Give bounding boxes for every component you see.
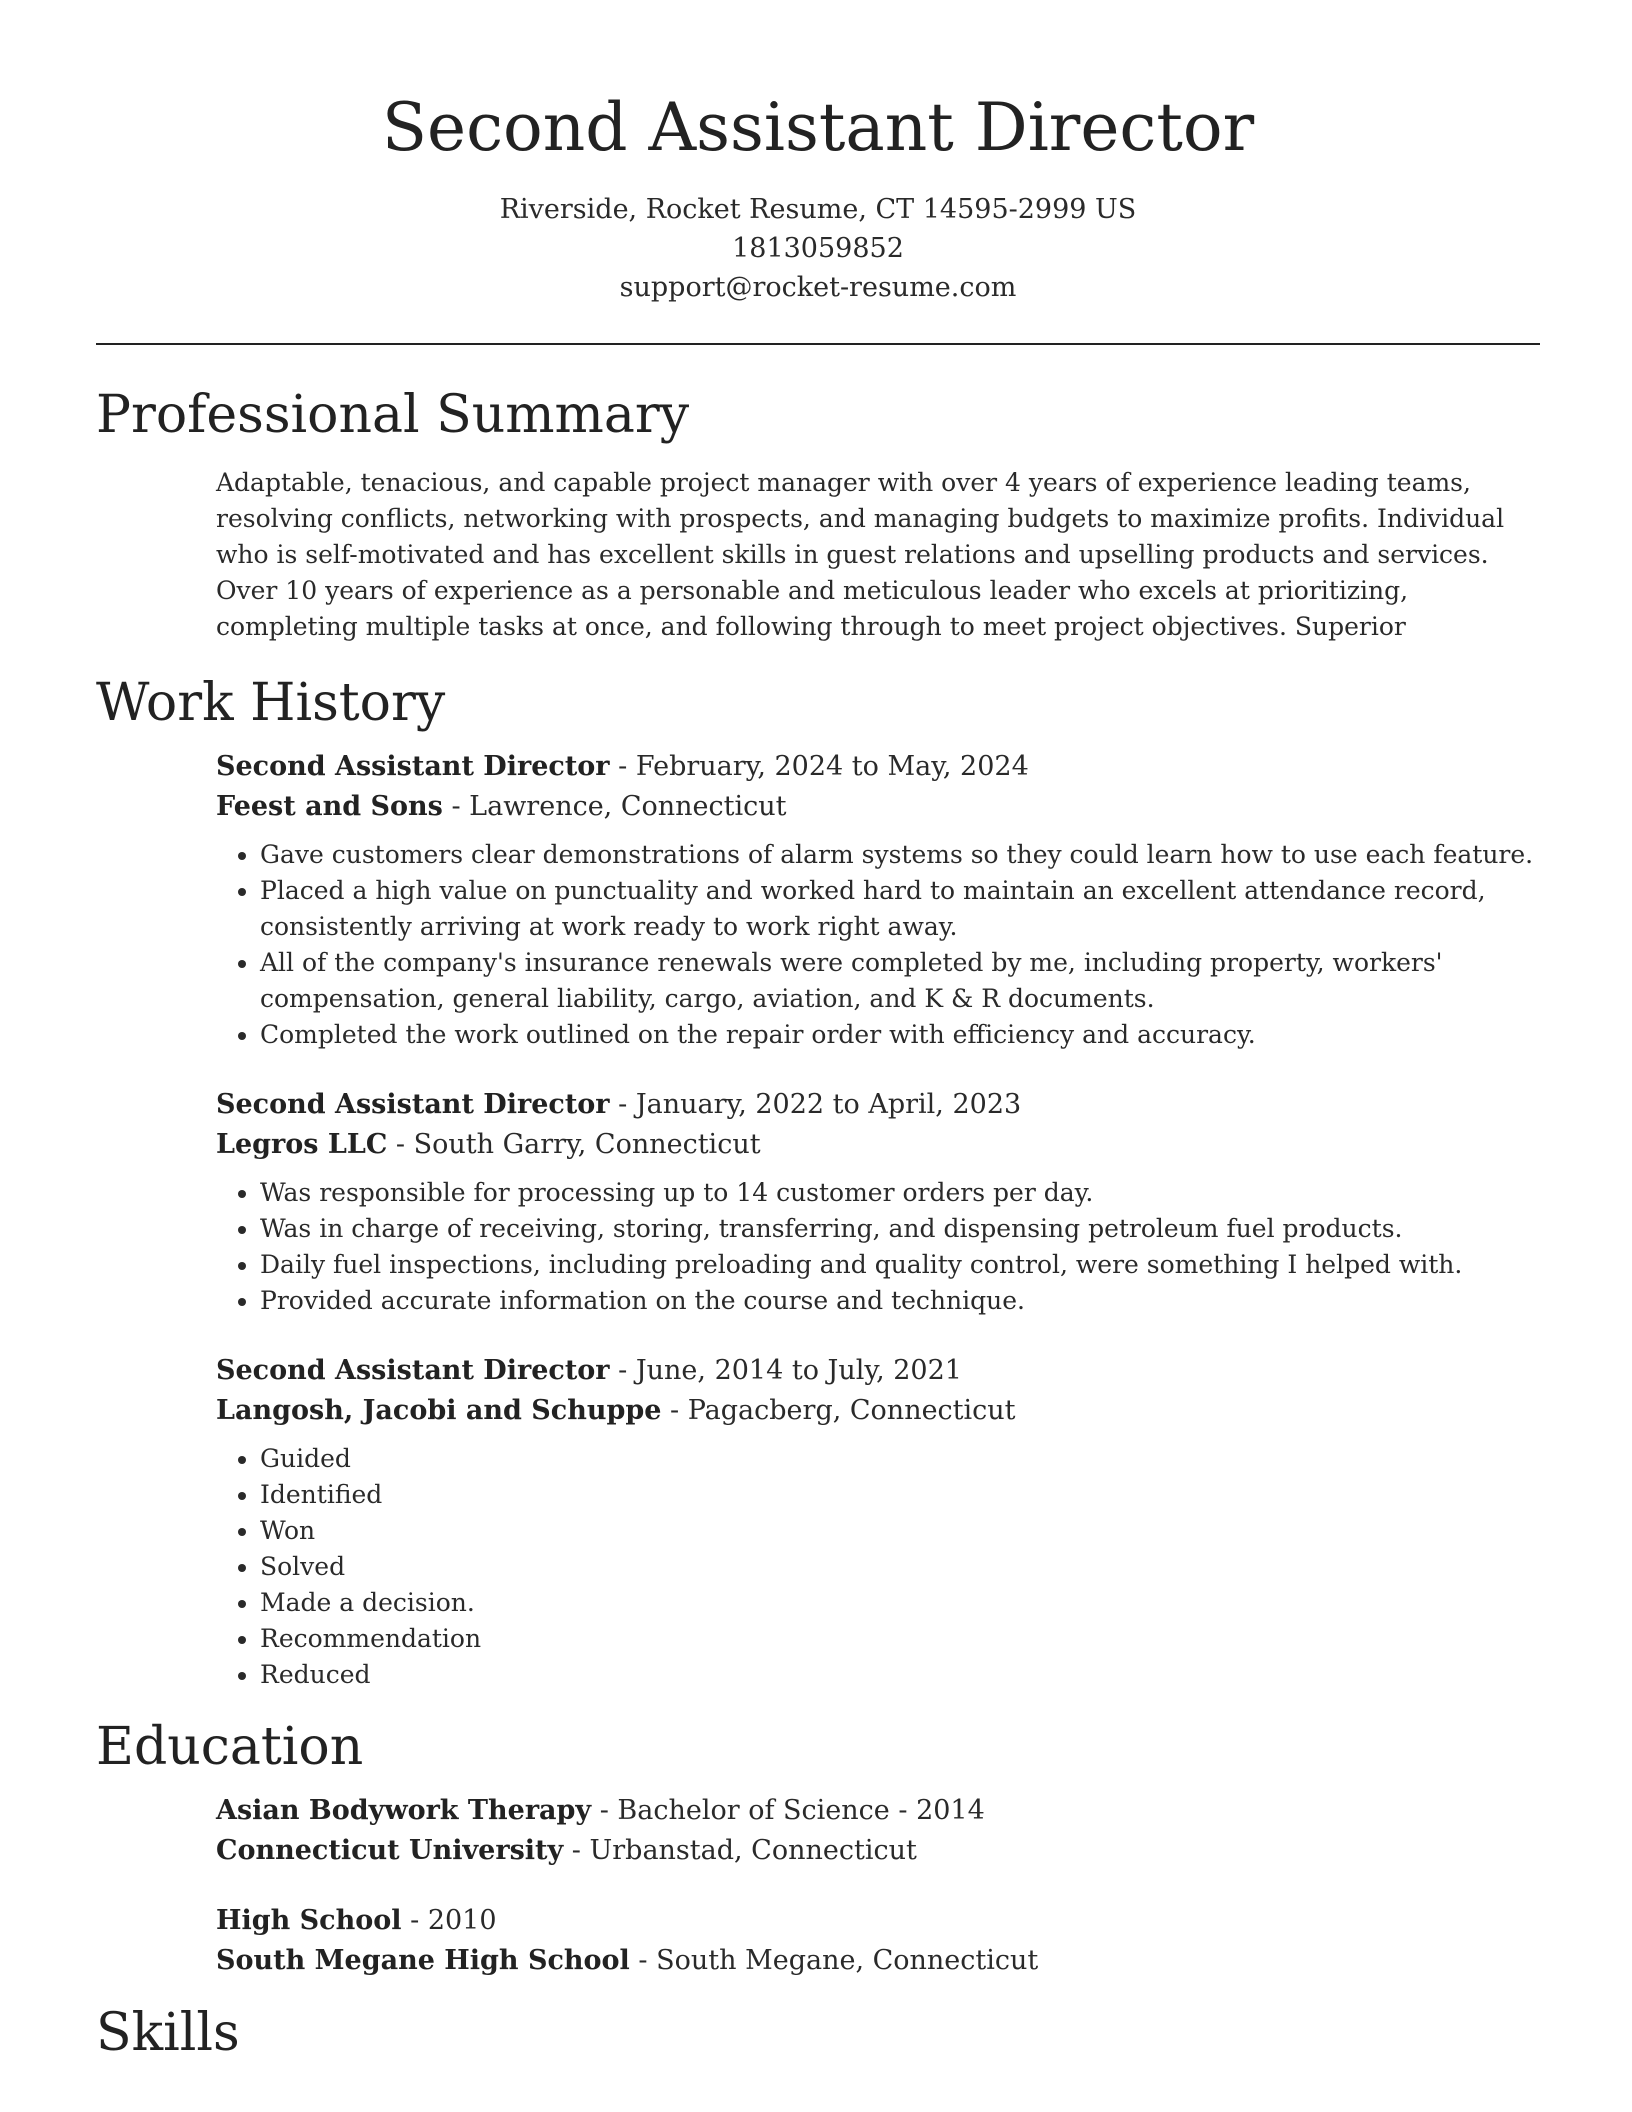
job-entry xyxy=(216,747,1540,1053)
job-title-line xyxy=(216,1085,1540,1125)
education-heading: Education xyxy=(96,1717,364,1777)
education-school-line xyxy=(216,1831,1540,1871)
education-year: 2014 xyxy=(916,1795,985,1826)
job-bullet: • All of the company's insurance renewals were completed by me, including property, workers' compensation, general liability, cargo, aviation, and K & R documents. xyxy=(260,945,1540,1017)
separator: - xyxy=(889,1795,917,1826)
job-bullets xyxy=(216,1441,1540,1693)
job-bullet: • Guided xyxy=(260,1441,1540,1477)
education-school: Connecticut University xyxy=(216,1835,564,1866)
separator: - xyxy=(609,1089,636,1120)
job-location: Lawrence, Connecticut xyxy=(469,791,787,822)
job-dates: June, 2014 to July, 2021 xyxy=(635,1355,962,1386)
job-bullet: • Completed the work outlined on the repair order with efficiency and accuracy. xyxy=(260,1017,1540,1053)
education-year: 2010 xyxy=(427,1905,497,1936)
job-bullet: • Solved xyxy=(260,1549,1540,1585)
candidate-name: Second Assistant Director xyxy=(381,89,1255,166)
education-section xyxy=(96,1715,1540,1981)
job-bullet: • Gave customers clear demonstrations of alarm systems so they could learn how to use each feature. xyxy=(260,837,1540,873)
separator: - xyxy=(609,1355,636,1386)
summary-section xyxy=(96,383,1540,645)
contact-block xyxy=(96,190,1540,307)
education-location: South Megane, Connecticut xyxy=(656,1945,1039,1976)
education-entry xyxy=(216,1791,1540,1871)
job-bullets xyxy=(216,1175,1540,1319)
separator: - xyxy=(661,1395,688,1426)
summary-text: Adaptable, tenacious, and capable project manager with over 4 years of experience leading teams, resolving conflicts, networking with prospects, and managing budgets to maximize profits. Individual who is self-motivated and has excellent skills in guest relations and upselling products and services. Over 10 years of experience as a personable and meticulous leader who excels at prioritizing, completing multiple tasks at once, and following through to meet project objectives. Superior xyxy=(216,468,1505,641)
job-bullet: • Placed a high value on punctuality and worked hard to maintain an excellent attendance record, consistently arriving at work ready to work right away. xyxy=(260,873,1540,945)
contact-phone: 1813059852 xyxy=(732,233,904,264)
job-company-line xyxy=(216,1391,1540,1431)
job-company: Legros LLC xyxy=(216,1129,388,1160)
job-entry xyxy=(216,1351,1540,1693)
education-location: Urbanstad, Connecticut xyxy=(589,1835,917,1866)
separator: - xyxy=(591,1795,618,1826)
education-entry xyxy=(216,1901,1540,1981)
job-company-line xyxy=(216,787,1540,827)
job-company-line xyxy=(216,1125,1540,1165)
education-field: Asian Bodywork Therapy xyxy=(216,1795,592,1826)
separator: - xyxy=(563,1835,590,1866)
resume-header xyxy=(96,0,1540,307)
contact-email: support@rocket-resume.com xyxy=(619,272,1017,303)
job-bullet: • Won xyxy=(260,1513,1540,1549)
separator: - xyxy=(609,751,636,782)
resume-page xyxy=(96,0,1540,2065)
skills-section xyxy=(96,2001,1540,2065)
separator: - xyxy=(387,1129,414,1160)
job-bullet: • Daily fuel inspections, including preloading and quality control, were something I helped with. xyxy=(260,1247,1540,1283)
skills-heading: Skills xyxy=(96,2003,240,2063)
work-section xyxy=(96,671,1540,1693)
separator: - xyxy=(401,1905,428,1936)
job-bullet: • Provided accurate information on the course and technique. xyxy=(260,1283,1540,1319)
separator: - xyxy=(442,791,470,822)
summary-heading: Professional Summary xyxy=(96,385,690,445)
job-bullet: • Was responsible for processing up to 14 customer orders per day. xyxy=(260,1175,1540,1211)
education-degree-line xyxy=(216,1791,1540,1831)
contact-address: Riverside, Rocket Resume, CT 14595-2999 US xyxy=(499,194,1137,225)
education-body xyxy=(96,1791,1540,1981)
job-company: Feest and Sons xyxy=(216,791,443,822)
education-school-line xyxy=(216,1941,1540,1981)
education-degree-line xyxy=(216,1901,1540,1941)
summary-body xyxy=(96,465,1540,645)
job-bullet: • Made a decision. xyxy=(260,1585,1540,1621)
job-company: Langosh, Jacobi and Schuppe xyxy=(216,1395,662,1426)
job-bullet: • Was in charge of receiving, storing, transferring, and dispensing petroleum fuel products. xyxy=(260,1211,1540,1247)
education-school: South Megane High School xyxy=(216,1945,630,1976)
job-location: Pagacberg, Connecticut xyxy=(687,1395,1016,1426)
job-bullet: • Reduced xyxy=(260,1657,1540,1693)
job-role: Second Assistant Director xyxy=(216,751,610,782)
work-heading: Work History xyxy=(96,673,446,733)
job-location: South Garry, Connecticut xyxy=(413,1129,761,1160)
job-role: Second Assistant Director xyxy=(216,1089,610,1120)
education-degree: Bachelor of Science xyxy=(617,1795,890,1826)
job-dates: January, 2022 to April, 2023 xyxy=(635,1089,1022,1120)
header-divider xyxy=(96,343,1540,345)
education-field: High School xyxy=(216,1905,402,1936)
separator: - xyxy=(629,1945,657,1976)
job-dates: February, 2024 to May, 2024 xyxy=(635,751,1029,782)
job-bullets xyxy=(216,837,1540,1053)
work-body xyxy=(96,747,1540,1693)
job-role: Second Assistant Director xyxy=(216,1355,610,1386)
job-entry xyxy=(216,1085,1540,1319)
job-title-line xyxy=(216,1351,1540,1391)
job-bullet: • Identified xyxy=(260,1477,1540,1513)
job-title-line xyxy=(216,747,1540,787)
job-bullet: • Recommendation xyxy=(260,1621,1540,1657)
